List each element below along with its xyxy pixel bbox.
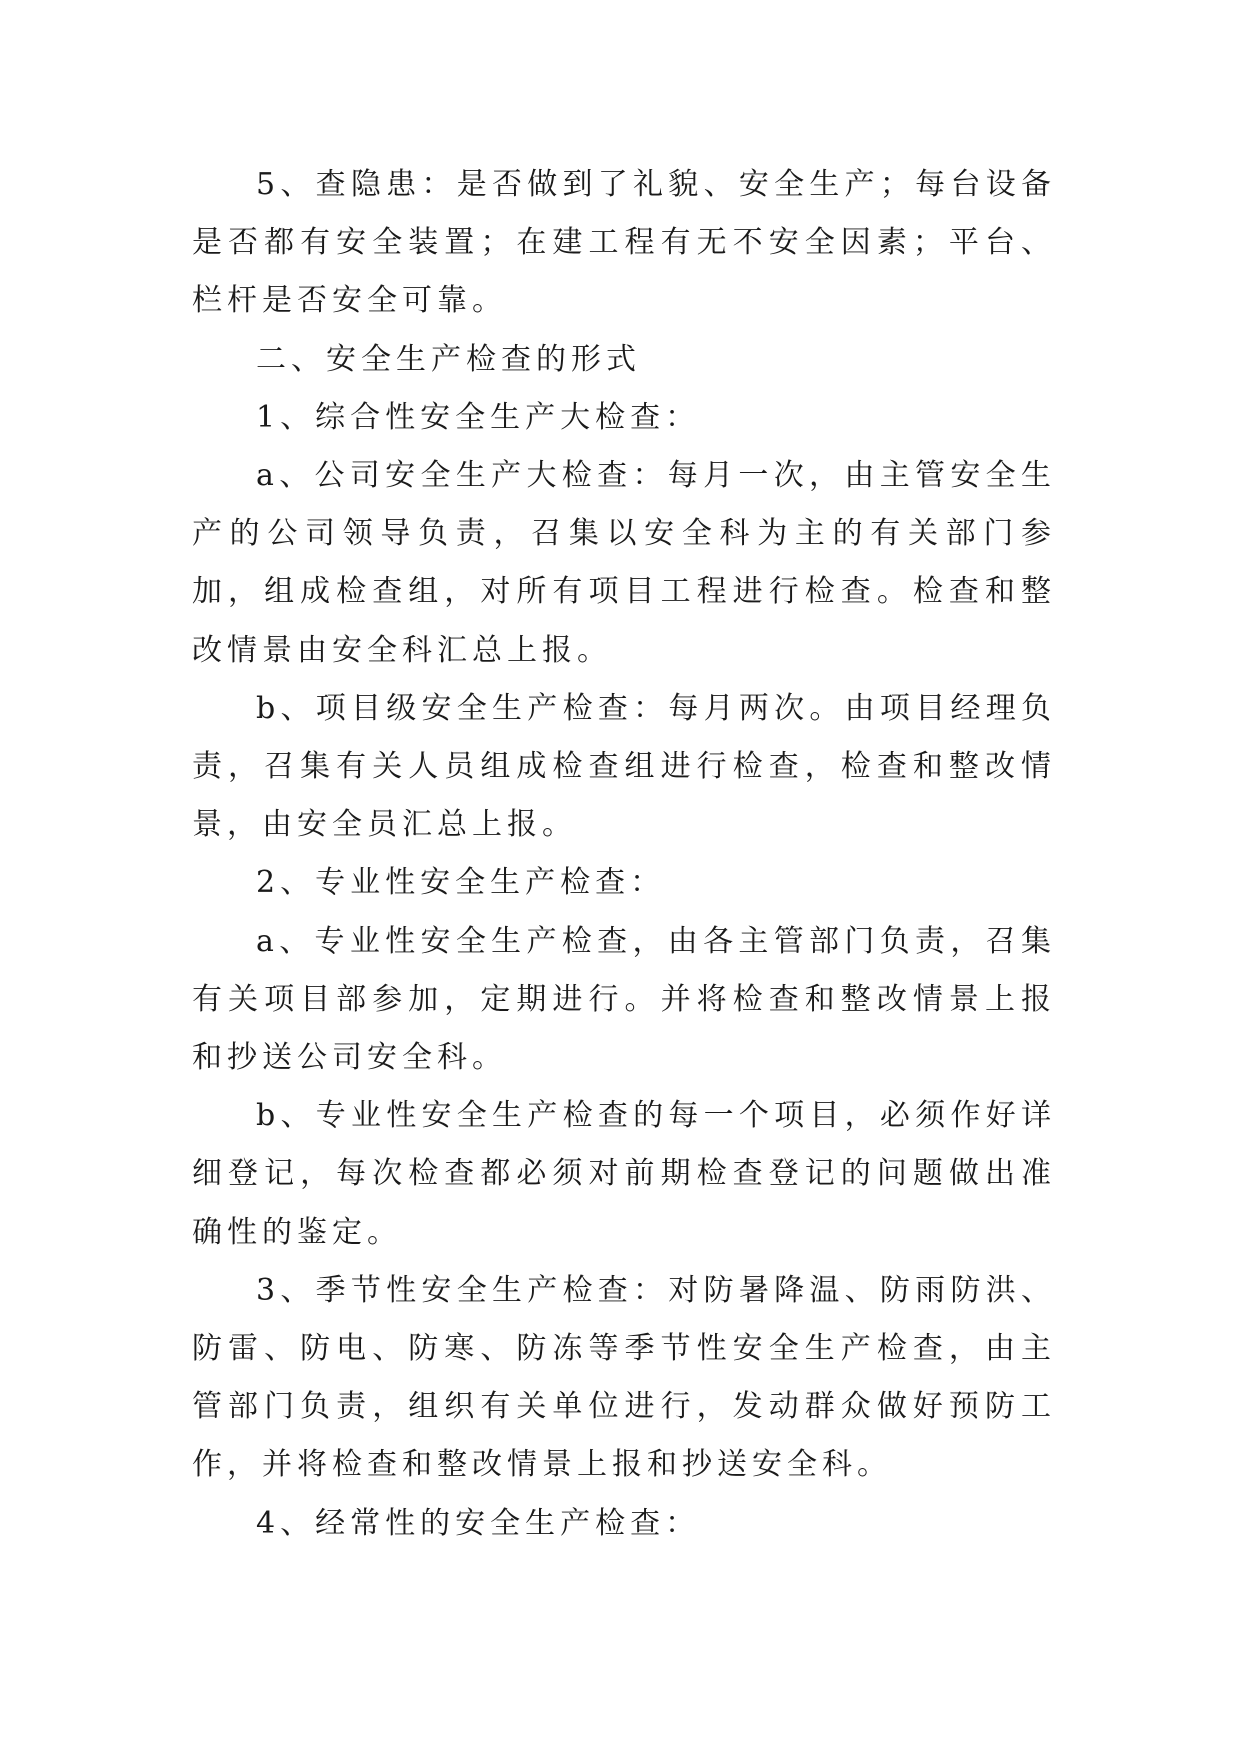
paragraph-professional-inspection-a: a、专业性安全生产检查，由各主管部门负责，召集有关项目部参加，定期进行。并将检查和整改情景上报和抄送公司安全科。 <box>192 923 1056 1076</box>
document-body <box>192 156 1056 1553</box>
paragraph-regular-inspection: 4、经常性的安全生产检查： <box>256 1505 701 1541</box>
paragraph-hazard-check: 5、查隐患：是否做到了礼貌、安全生产；每台设备是否都有安全装置；在建工程有无不安全因素；平台、栏杆是否安全可靠。 <box>192 167 1056 319</box>
paragraph-company-inspection: a、公司安全生产大检查：每月一次，由主管安全生产的公司领导负责，召集以安全科为主的有关部门参加，组成检查组，对所有项目工程进行检查。检查和整改情景由安全科汇总上报。 <box>192 458 1056 668</box>
paragraph-comprehensive-inspection: 1、综合性安全生产大检查： <box>256 399 701 435</box>
paragraph-professional-inspection: 2、专业性安全生产检查： <box>256 865 666 901</box>
section-heading-inspection-forms: 二、安全生产检查的形式 <box>256 341 641 377</box>
paragraph-project-inspection: b、项目级安全生产检查：每月两次。由项目经理负责，召集有关人员组成检查组进行检查，检查和整改情景，由安全员汇总上报。 <box>192 690 1056 843</box>
paragraph-professional-inspection-b: b、专业性安全生产检查的每一个项目，必须作好详细登记，每次检查都必须对前期检查登记的问题做出准确性的鉴定。 <box>192 1098 1056 1250</box>
paragraph-seasonal-inspection: 3、季节性安全生产检查：对防暑降温、防雨防洪、防雷、防电、防寒、防冻等季节性安全生产检查，由主管部门负责，组织有关单位进行，发动群众做好预防工作，并将检查和整改情景上报和抄送安全科。 <box>192 1272 1056 1483</box>
